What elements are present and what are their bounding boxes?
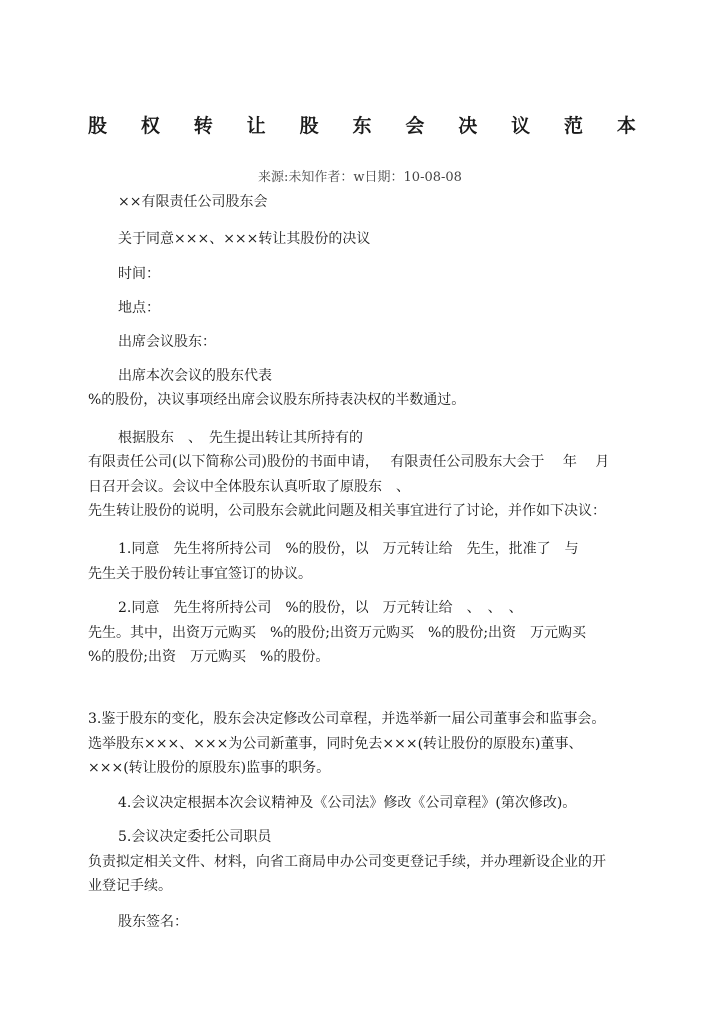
- body-paragraph: 有限责任公司(以下简称公司)股份的书面申请， 有限责任公司股东大会于 年 月: [88, 454, 610, 470]
- resolution-item-1: 1.同意 先生将所持公司 %的股份，以 万元转让给 先生，批准了 与: [118, 541, 579, 557]
- title-char: 让: [246, 115, 266, 137]
- body-paragraph: %的股份，决议事项经出席会议股东所持表决权的半数通过。: [88, 392, 466, 408]
- place-label: 地点：: [118, 300, 160, 316]
- resolution-item-3: 3.鉴于股东的变化，股东会决定修改公司章程，并选举新一届公司董事会和监事会。: [88, 711, 606, 727]
- body-paragraph: 日召开会议。会议中全体股东认真听取了原股东 、: [88, 479, 410, 495]
- resolution-item-4: 4.会议决定根据本次会议精神及《公司法》修改《公司章程》(第次修改)。: [118, 795, 577, 811]
- body-paragraph: 出席本次会议的股东代表: [118, 368, 272, 384]
- document-title: [88, 111, 636, 138]
- body-paragraph: 根据股东 、 先生提出转让其所持有的: [118, 430, 363, 446]
- company-name: ××有限责任公司股东会: [118, 194, 268, 210]
- title-char: 决: [458, 115, 478, 137]
- resolution-item-2: 2.同意 先生将所持公司 %的股份，以 万元转让给 、 、 、: [118, 600, 523, 616]
- source-meta: 来源:未知作者：w日期：10-08-08: [258, 170, 462, 185]
- resolution-item-5: 负责拟定相关文件、材料，向省工商局申办公司变更登记手续，并办理新设企业的开: [88, 854, 606, 870]
- body-paragraph: 先生转让股份的说明，公司股东会就此问题及相关事宜进行了讨论，并作如下决议：: [88, 503, 606, 519]
- time-label: 时间：: [118, 266, 160, 282]
- resolution-item-3: 选举股东×××、×××为公司新董事，同时免去×××(转让股份的原股东)董事、: [88, 736, 583, 752]
- title-char: 转: [193, 115, 213, 137]
- title-char: 范: [564, 115, 584, 137]
- resolution-item-2: 先生。其中，出资万元购买 %的股份;出资万元购买 %的股份;出资 万元购买: [88, 625, 587, 641]
- signature-label: 股东签名：: [118, 914, 188, 930]
- resolution-item-5: 业登记手续。: [88, 878, 172, 894]
- title-char: 股: [88, 115, 108, 137]
- attendees-label: 出席会议股东：: [118, 334, 216, 350]
- title-char: 权: [140, 115, 160, 137]
- title-char: 议: [511, 115, 531, 137]
- title-char: 东: [352, 115, 372, 137]
- resolution-item-3: ×××(转让股份的原股东)监事的职务。: [88, 760, 331, 776]
- title-char: 会: [405, 115, 425, 137]
- resolution-item-1: 先生关于股份转让事宜签订的协议。: [88, 566, 312, 582]
- resolution-subject: 关于同意×××、×××转让其股份的决议: [118, 231, 371, 247]
- resolution-item-5: 5.会议决定委托公司职员: [118, 829, 272, 845]
- resolution-item-2: %的股份;出资 万元购买 %的股份。: [88, 649, 330, 665]
- title-char: 股: [299, 115, 319, 137]
- title-char: 本: [616, 115, 636, 137]
